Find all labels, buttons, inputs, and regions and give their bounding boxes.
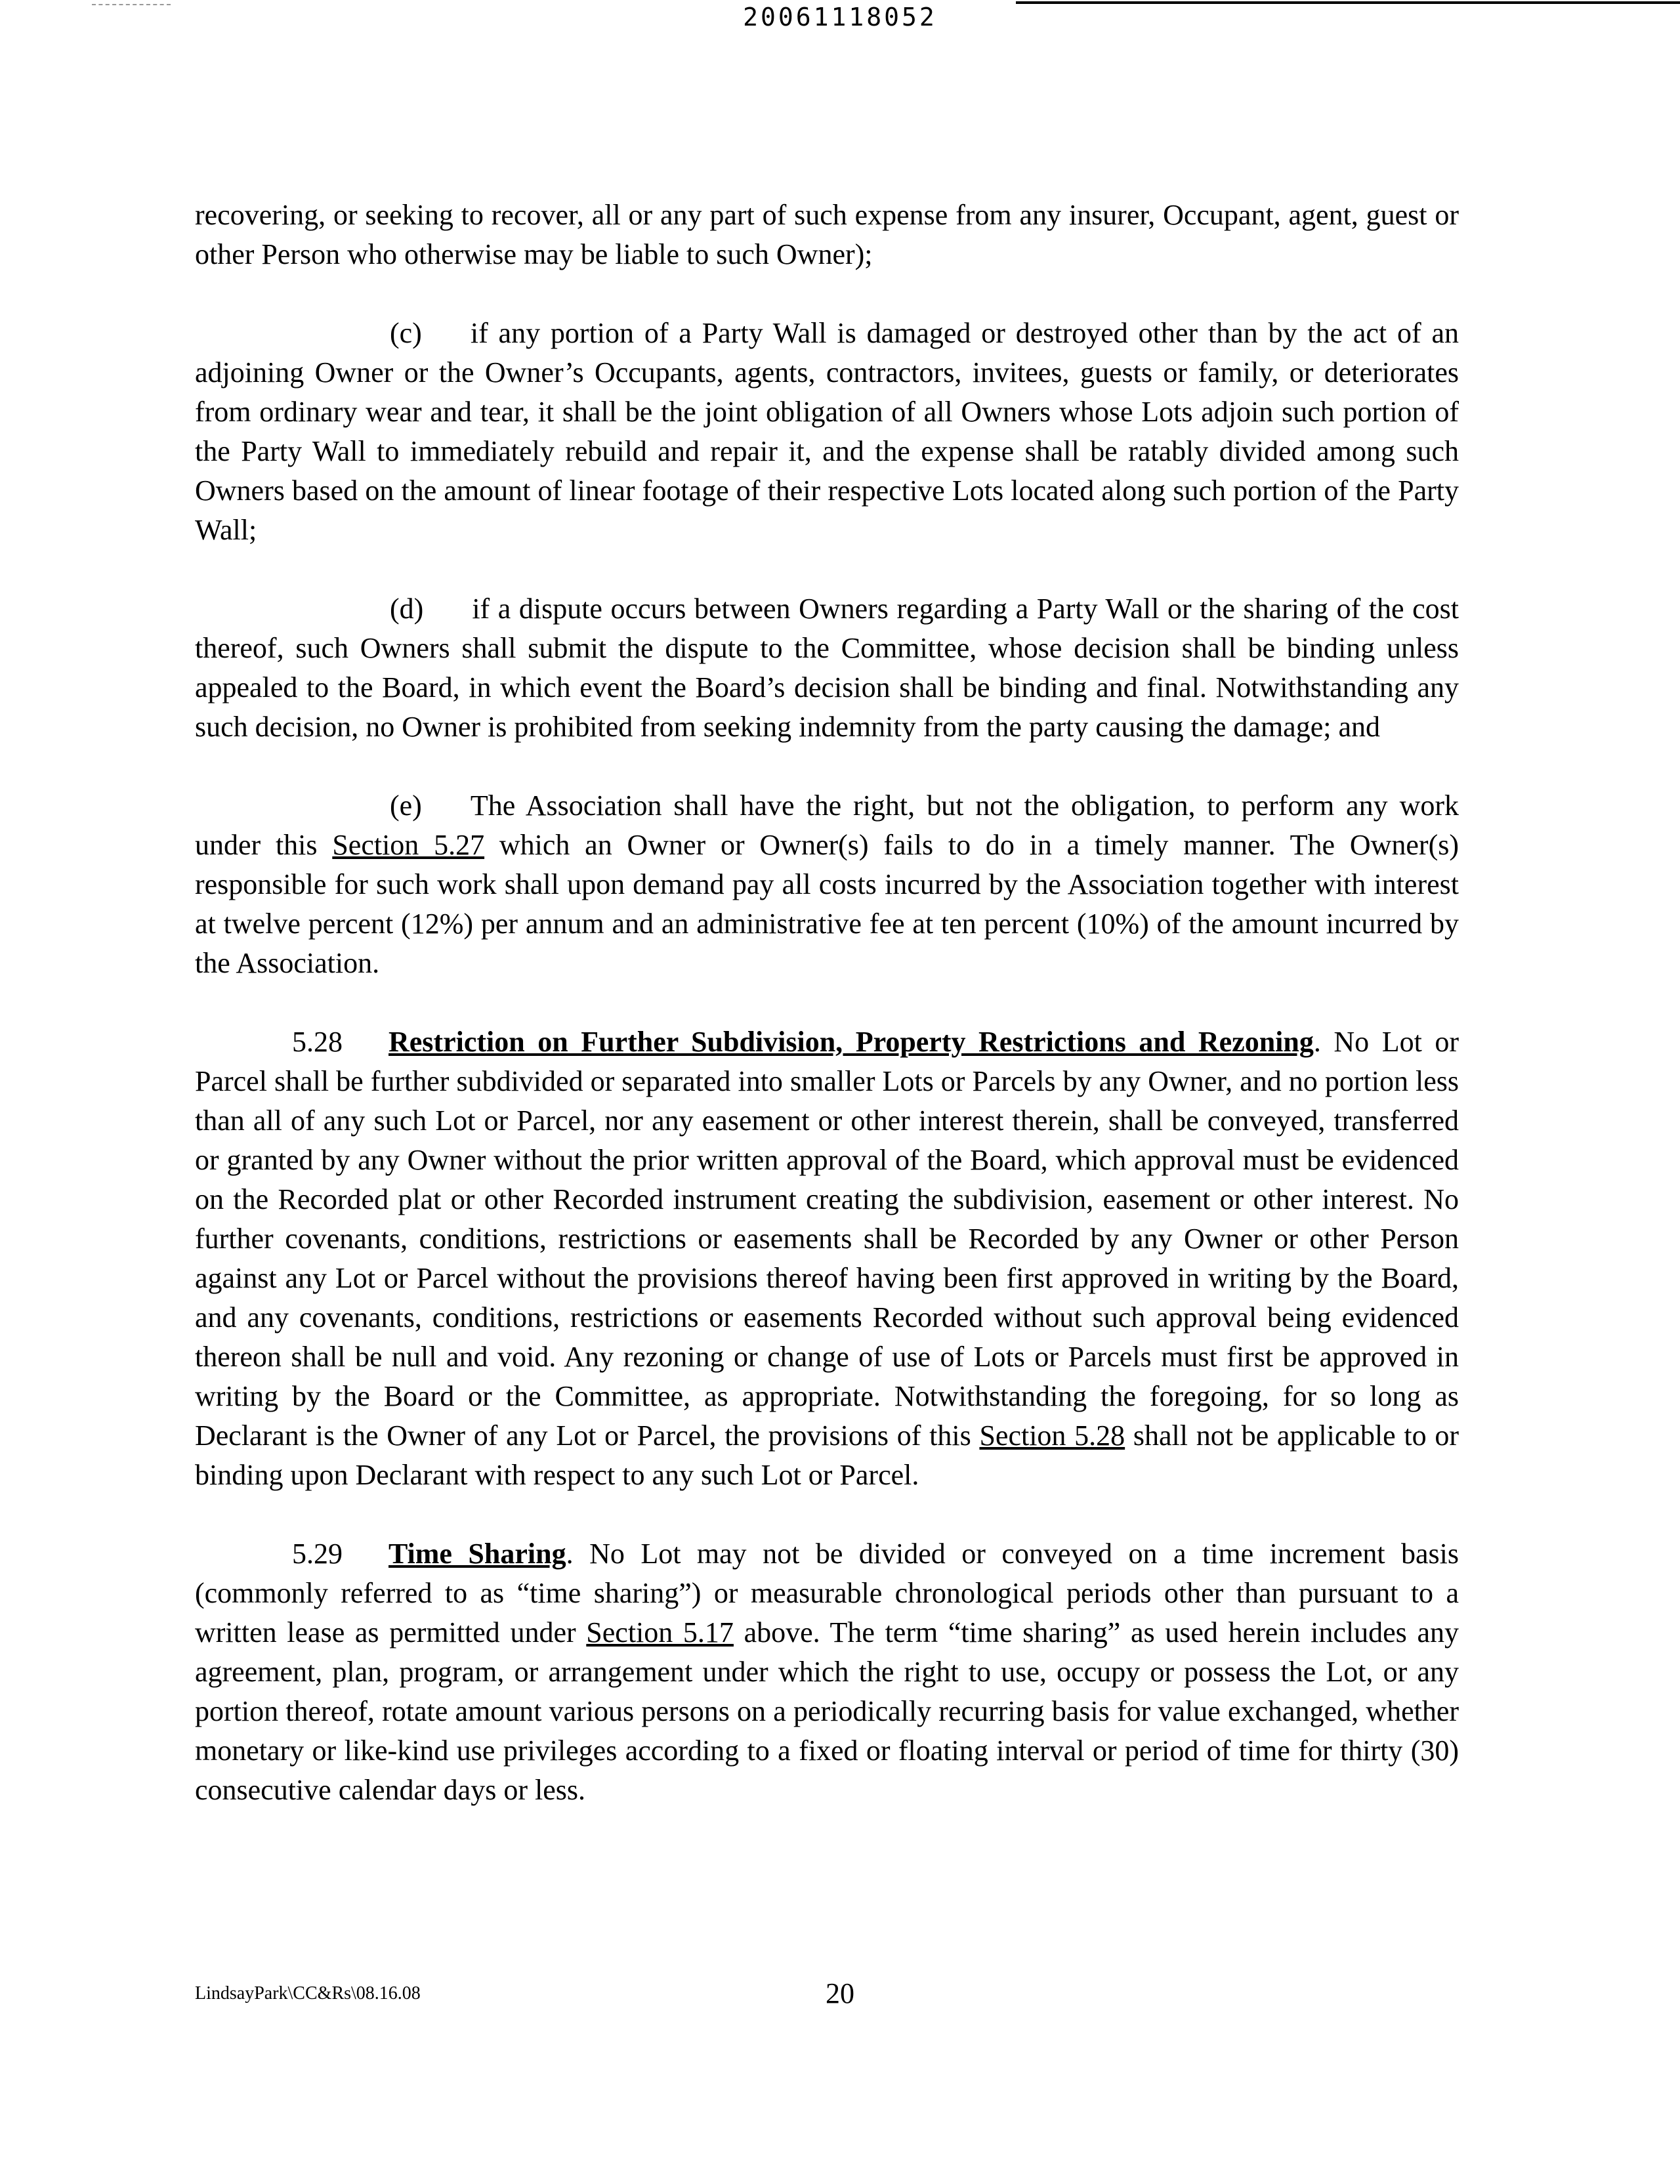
subsection-c (195, 314, 1459, 550)
section-5-28-text-1: . No Lot or Parcel shall be further subdivided or separated into smaller Lots or Parcels by any Owner, and no portion less than all of any such Lot or Parcel, nor any easement or other interest therein, shall be conveyed, transferred or granted by any Owner without the prior written approval of the Board, which approval must be evidenced on the Recorded plat or other Recorded instrument creating the subdivision, easement or other interest. No further covenants, conditions, restrictions or easements shall be Recorded by any Owner or other Person against any Lot or Parcel without the provisions thereof having been first approved in writing by the Board, and any covenants, conditions, restrictions or easements Recorded without such approval being evidenced thereon shall be null and void. Any rezoning or change of use of Lots or Parcels must first be approved in writing by the Board or the Committee, as appropriate. Notwithstanding the foregoing, for so long as Declarant is the Owner of any Lot or Parcel, the provisions of this (195, 1026, 1459, 1452)
section-5-28-text-2: shall not be applicable to or binding upon Declarant with respect to any such Lot or Parcel. (195, 1419, 1460, 1491)
section-5-29-text-2: above. The term “time sharing” as used herein includes any agreement, plan, program, or arrangement under which the right to use, occupy or possess the Lot, or any portion thereof, rotate amount various persons on a periodically recurring basis for value exchanged, whether monetary or like-kind use privileges according to a fixed or floating interval or period of time for thirty (30) consecutive calendar days or less. (195, 1616, 1459, 1806)
footer-file-path: LindsayPark\CC&Rs\08.16.08 (195, 1983, 421, 2004)
section-5-29 (195, 1534, 1459, 1810)
section-5-28-number: 5.28 (292, 1026, 343, 1058)
page-number: 20 (826, 1977, 854, 2009)
subsection-c-text: if any portion of a Party Wall is damaged or destroyed other than by the act of an adjoining Owner or the Owner’s Occupants, agents, contractors, invitees, guests or family, or deteriorates from ordinary wear and tear, it shall be the joint obligation of all Owners whose Lots adjoin such portion of the Party Wall to immediately rebuild and repair it, and the expense shall be ratably divided among such Owners based on the amount of linear footage of their respective Lots located along such portion of the Party Wall; (195, 317, 1459, 546)
recording-number: 20061118052 (743, 3, 937, 32)
subsection-e-text-2: which an Owner or Owner(s) fails to do in a timely manner. The Owner(s) responsible for such work shall upon demand pay all costs incurred by the Association together with interest at twelve percent (12%) per annum and an administrative fee at ten percent (10%) of the amount incurred by the Association. (195, 829, 1459, 979)
subsection-d (195, 589, 1459, 747)
section-5-28-title: Restriction on Further Subdivision, Property Restrictions and Rezoning (388, 1026, 1314, 1058)
subsection-c-label: (c) (390, 317, 422, 349)
section-5-28-reference: Section 5.28 (979, 1419, 1125, 1452)
subsection-e-label: (e) (390, 789, 422, 822)
section-5-29-text-1: . No Lot may not be divided or conveyed on a time increment basis (commonly referred to as “time sharing”) or measurable chronological periods other than pursuant to a written lease as permitted under (195, 1538, 1460, 1648)
continuation-paragraph (195, 196, 1459, 274)
subsection-d-label: (d) (390, 593, 424, 625)
section-5-27-reference: Section 5.27 (332, 829, 485, 861)
continuation-text: recovering, or seeking to recover, all or any part of such expense from any insurer, Occupant, agent, guest or other Person who otherwise may be liable to such Owner); (195, 199, 1459, 270)
section-5-28 (195, 1022, 1459, 1495)
subsection-e (195, 786, 1459, 983)
document-body (195, 196, 1459, 1849)
section-5-17-reference: Section 5.17 (586, 1616, 734, 1648)
subsection-d-text: if a dispute occurs between Owners regarding a Party Wall or the sharing of the cost thereof, such Owners shall submit the dispute to the Committee, whose decision shall be binding unless appealed to the Board, in which event the Board’s decision shall be binding and final. Notwithstanding any such decision, no Owner is prohibited from seeking indemnity from the party causing the damage; and (195, 593, 1459, 743)
section-5-29-number: 5.29 (292, 1538, 343, 1570)
section-5-29-title: Time Sharing (388, 1538, 566, 1570)
subsection-e-text-1: The Association shall have the right, but not the obligation, to perform any work under this (195, 789, 1459, 861)
